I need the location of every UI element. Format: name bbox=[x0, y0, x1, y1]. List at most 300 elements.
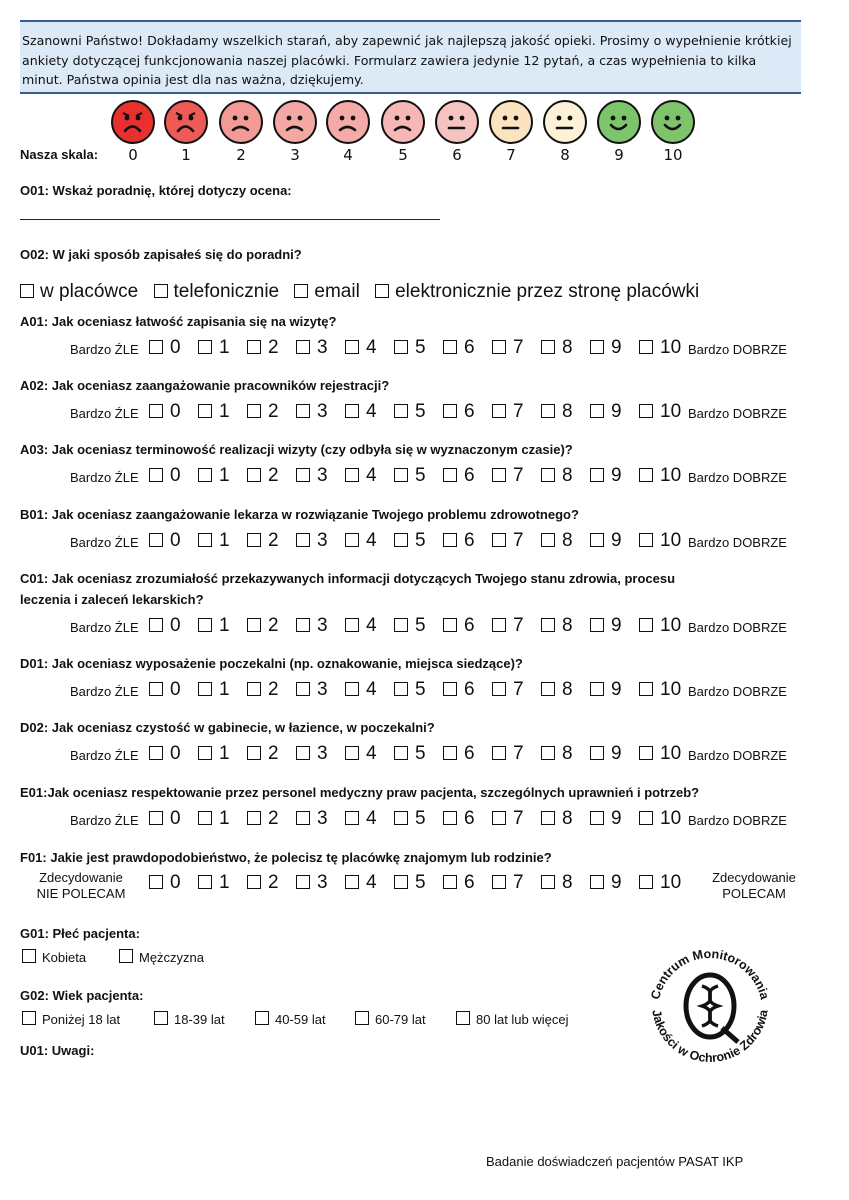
rating-option[interactable] bbox=[639, 872, 681, 894]
age-option[interactable]: Poniżej 18 lat bbox=[22, 1011, 120, 1027]
intro-text: Szanowni Państwo! Dokładamy wszelkich starań, aby zapewnić jak najlepszą jakość opieki. Prosimy o wypełnienie krótkiej ankiety dotyczącej funkcjonowania naszej placówki. Formularz zawiera jedynie 12 pytań, a czas wypełnienia to kilka minut. Państwa opinia jest dla nas ważna, dziękujemy. bbox=[22, 33, 792, 87]
rating-option[interactable] bbox=[198, 872, 230, 894]
rating-option[interactable] bbox=[541, 465, 573, 487]
scale-low-label: Bardzo ŹLE bbox=[70, 342, 139, 357]
checkbox[interactable] bbox=[22, 1011, 36, 1025]
checkbox[interactable] bbox=[149, 682, 163, 696]
rating-value: 3 bbox=[317, 337, 328, 358]
checkbox[interactable] bbox=[443, 468, 457, 482]
checkbox[interactable] bbox=[639, 533, 653, 547]
checkbox[interactable] bbox=[345, 682, 359, 696]
checkbox[interactable] bbox=[198, 468, 212, 482]
rating-option[interactable] bbox=[639, 808, 681, 830]
rating-option[interactable] bbox=[443, 615, 475, 637]
checkbox[interactable] bbox=[296, 682, 310, 696]
rating-option[interactable] bbox=[198, 808, 230, 830]
rating-option[interactable] bbox=[590, 743, 622, 765]
rating-option[interactable] bbox=[443, 743, 475, 765]
checkbox[interactable] bbox=[394, 404, 408, 418]
rating-value: 4 bbox=[366, 808, 377, 829]
checkbox[interactable] bbox=[541, 875, 555, 889]
checkbox[interactable] bbox=[247, 404, 261, 418]
rating-value: 1 bbox=[219, 872, 230, 893]
rating-option[interactable] bbox=[149, 615, 181, 637]
rating-option[interactable] bbox=[149, 465, 181, 487]
checkbox[interactable] bbox=[492, 682, 506, 696]
rating-option[interactable] bbox=[590, 615, 622, 637]
gender-option-male[interactable]: Mężczyzna bbox=[119, 949, 204, 965]
rating-row-a03 bbox=[0, 465, 849, 487]
checkbox[interactable] bbox=[296, 533, 310, 547]
rating-option[interactable] bbox=[247, 401, 279, 423]
scale-number: 4 bbox=[343, 146, 353, 164]
checkbox[interactable] bbox=[639, 811, 653, 825]
scale-low-label: Bardzo ŹLE bbox=[70, 813, 139, 828]
checkbox[interactable] bbox=[345, 618, 359, 632]
rating-option[interactable] bbox=[590, 465, 622, 487]
checkbox[interactable] bbox=[541, 811, 555, 825]
checkbox[interactable] bbox=[639, 340, 653, 354]
rating-option[interactable] bbox=[541, 615, 573, 637]
checkbox[interactable] bbox=[639, 746, 653, 760]
rating-row-c01 bbox=[0, 615, 849, 637]
clinic-answer-line[interactable] bbox=[20, 219, 440, 220]
checkbox[interactable] bbox=[149, 404, 163, 418]
checkbox[interactable] bbox=[345, 875, 359, 889]
scale-low-label: Bardzo ŹLE bbox=[70, 620, 139, 635]
rating-value: 1 bbox=[219, 615, 230, 636]
rating-option[interactable] bbox=[639, 679, 681, 701]
scale-low-label: Bardzo ŹLE bbox=[70, 748, 139, 763]
rating-value: 1 bbox=[219, 401, 230, 422]
rating-option[interactable] bbox=[590, 337, 622, 359]
checkbox[interactable] bbox=[296, 404, 310, 418]
checkbox[interactable] bbox=[492, 468, 506, 482]
checkbox[interactable] bbox=[492, 875, 506, 889]
age-option[interactable]: 80 lat lub więcej bbox=[456, 1011, 569, 1027]
rating-value: 9 bbox=[611, 808, 622, 829]
rating-option[interactable] bbox=[443, 872, 475, 894]
rating-option[interactable] bbox=[492, 530, 524, 552]
checkbox[interactable] bbox=[492, 618, 506, 632]
rating-value: 0 bbox=[170, 465, 181, 486]
rating-option[interactable] bbox=[639, 743, 681, 765]
question-a01: A01: Jak oceniasz łatwość zapisania się na wizytę? bbox=[20, 314, 337, 329]
checkbox[interactable] bbox=[20, 284, 34, 298]
checkbox[interactable] bbox=[394, 811, 408, 825]
rating-option[interactable] bbox=[296, 743, 328, 765]
rating-option[interactable] bbox=[492, 808, 524, 830]
rating-option[interactable] bbox=[247, 679, 279, 701]
checkbox[interactable] bbox=[590, 468, 604, 482]
rating-option[interactable] bbox=[541, 530, 573, 552]
checkbox[interactable] bbox=[149, 811, 163, 825]
rating-option[interactable] bbox=[492, 679, 524, 701]
checkbox[interactable] bbox=[255, 1011, 269, 1025]
checkbox[interactable] bbox=[639, 618, 653, 632]
checkbox[interactable] bbox=[443, 811, 457, 825]
rating-option[interactable] bbox=[198, 530, 230, 552]
checkbox[interactable] bbox=[198, 533, 212, 547]
rating-option[interactable] bbox=[198, 679, 230, 701]
checkbox[interactable] bbox=[590, 746, 604, 760]
checkbox[interactable] bbox=[247, 533, 261, 547]
checkbox[interactable] bbox=[198, 404, 212, 418]
rating-option[interactable] bbox=[345, 530, 377, 552]
checkbox[interactable] bbox=[247, 340, 261, 354]
rating-option[interactable] bbox=[296, 615, 328, 637]
rating-value: 7 bbox=[513, 615, 524, 636]
rating-option[interactable] bbox=[443, 808, 475, 830]
rating-value: 10 bbox=[660, 401, 682, 422]
rating-value: 5 bbox=[415, 465, 426, 486]
rating-value: 7 bbox=[513, 465, 524, 486]
rating-option[interactable] bbox=[541, 808, 573, 830]
checkbox[interactable] bbox=[198, 875, 212, 889]
rating-value: 5 bbox=[415, 679, 426, 700]
rating-value: 4 bbox=[366, 679, 377, 700]
rating-option[interactable] bbox=[492, 337, 524, 359]
checkbox[interactable] bbox=[296, 340, 310, 354]
checkbox[interactable] bbox=[345, 468, 359, 482]
rating-value: 4 bbox=[366, 872, 377, 893]
checkbox[interactable] bbox=[639, 468, 653, 482]
checkbox[interactable] bbox=[443, 682, 457, 696]
checkbox[interactable] bbox=[296, 618, 310, 632]
checkbox[interactable] bbox=[443, 875, 457, 889]
rating-value: 1 bbox=[219, 465, 230, 486]
checkbox[interactable] bbox=[541, 468, 555, 482]
checkbox[interactable] bbox=[345, 340, 359, 354]
rating-value: 3 bbox=[317, 530, 328, 551]
rating-option[interactable] bbox=[590, 679, 622, 701]
checkbox[interactable] bbox=[345, 533, 359, 547]
rating-option[interactable] bbox=[639, 337, 681, 359]
rating-option[interactable] bbox=[149, 401, 181, 423]
rating-value: 3 bbox=[317, 872, 328, 893]
rating-option[interactable] bbox=[149, 337, 181, 359]
rating-option[interactable] bbox=[590, 530, 622, 552]
checkbox[interactable] bbox=[394, 468, 408, 482]
logo-bottom-text: Jakości w Ochronie Zdrowia bbox=[649, 1008, 771, 1066]
rating-option[interactable] bbox=[492, 465, 524, 487]
checkbox[interactable] bbox=[296, 811, 310, 825]
rating-option[interactable] bbox=[639, 465, 681, 487]
rating-value: 5 bbox=[415, 743, 426, 764]
checkbox[interactable] bbox=[198, 618, 212, 632]
rating-option[interactable] bbox=[247, 808, 279, 830]
checkbox[interactable] bbox=[345, 746, 359, 760]
rating-option[interactable] bbox=[149, 808, 181, 830]
rating-option[interactable] bbox=[394, 872, 426, 894]
o02-option[interactable]: telefonicznie bbox=[154, 281, 280, 302]
rating-option[interactable] bbox=[639, 401, 681, 423]
rating-option[interactable] bbox=[394, 530, 426, 552]
rating-value: 3 bbox=[317, 401, 328, 422]
checkbox[interactable] bbox=[443, 404, 457, 418]
question-g01: G01: Płeć pacjenta: bbox=[20, 926, 140, 941]
rating-option[interactable] bbox=[639, 615, 681, 637]
rating-option[interactable] bbox=[492, 872, 524, 894]
checkbox[interactable] bbox=[198, 340, 212, 354]
rating-option[interactable] bbox=[149, 743, 181, 765]
rating-option[interactable] bbox=[639, 530, 681, 552]
checkbox[interactable] bbox=[296, 746, 310, 760]
checkbox[interactable] bbox=[394, 746, 408, 760]
checkbox[interactable] bbox=[590, 682, 604, 696]
question-c01: C01: Jak oceniasz zrozumiałość przekazywanych informacji dotyczących Twojego stanu zdrowia, procesu bbox=[20, 571, 676, 586]
o02-option[interactable]: email bbox=[294, 281, 359, 302]
rating-value: 6 bbox=[464, 337, 475, 358]
checkbox[interactable] bbox=[247, 682, 261, 696]
rating-option[interactable] bbox=[198, 401, 230, 423]
rating-option[interactable] bbox=[443, 530, 475, 552]
checkbox[interactable] bbox=[296, 468, 310, 482]
rating-value: 6 bbox=[464, 743, 475, 764]
logo-ring bbox=[686, 975, 734, 1037]
checkbox[interactable] bbox=[345, 404, 359, 418]
rating-option[interactable] bbox=[296, 401, 328, 423]
checkbox[interactable] bbox=[294, 284, 308, 298]
rating-value: 8 bbox=[562, 743, 573, 764]
checkbox[interactable] bbox=[154, 1011, 168, 1025]
checkbox[interactable] bbox=[492, 340, 506, 354]
checkbox[interactable] bbox=[590, 533, 604, 547]
checkbox[interactable] bbox=[198, 682, 212, 696]
rating-value: 0 bbox=[170, 872, 181, 893]
rating-option[interactable] bbox=[345, 401, 377, 423]
rating-option[interactable] bbox=[492, 401, 524, 423]
rating-value: 5 bbox=[415, 401, 426, 422]
checkbox[interactable] bbox=[590, 340, 604, 354]
checkbox[interactable] bbox=[443, 533, 457, 547]
rating-option[interactable] bbox=[541, 743, 573, 765]
gender-option-female[interactable]: Kobieta bbox=[22, 949, 86, 965]
checkbox[interactable] bbox=[492, 404, 506, 418]
checkbox[interactable] bbox=[443, 746, 457, 760]
rating-option[interactable] bbox=[443, 465, 475, 487]
o02-option[interactable]: elektronicznie przez stronę placówki bbox=[375, 281, 699, 302]
rating-option[interactable] bbox=[296, 808, 328, 830]
rating-option[interactable] bbox=[394, 615, 426, 637]
rating-option[interactable] bbox=[247, 465, 279, 487]
rating-option[interactable] bbox=[149, 872, 181, 894]
rating-option[interactable] bbox=[590, 872, 622, 894]
scale-number: 8 bbox=[560, 146, 570, 164]
checkbox[interactable] bbox=[375, 284, 389, 298]
checkbox[interactable] bbox=[149, 875, 163, 889]
rating-option[interactable] bbox=[296, 337, 328, 359]
rating-value: 6 bbox=[464, 615, 475, 636]
rating-value: 0 bbox=[170, 808, 181, 829]
checkbox[interactable] bbox=[590, 404, 604, 418]
rating-value: 2 bbox=[268, 808, 279, 829]
rating-option[interactable] bbox=[443, 337, 475, 359]
checkbox[interactable] bbox=[247, 746, 261, 760]
mood-face-icon bbox=[111, 100, 155, 144]
checkbox[interactable] bbox=[149, 468, 163, 482]
rating-value: 3 bbox=[317, 808, 328, 829]
checkbox[interactable] bbox=[198, 746, 212, 760]
checkbox[interactable] bbox=[119, 949, 133, 963]
rating-value: 2 bbox=[268, 679, 279, 700]
rating-option[interactable] bbox=[394, 808, 426, 830]
cmjoz-logo-svg bbox=[640, 938, 780, 1078]
age-option[interactable]: 18-39 lat bbox=[154, 1011, 225, 1027]
checkbox[interactable] bbox=[492, 533, 506, 547]
checkbox[interactable] bbox=[443, 340, 457, 354]
rating-option[interactable] bbox=[443, 679, 475, 701]
rating-option[interactable] bbox=[247, 530, 279, 552]
rating-option[interactable] bbox=[345, 679, 377, 701]
scale-high-label: Bardzo DOBRZE bbox=[688, 684, 787, 699]
checkbox[interactable] bbox=[22, 949, 36, 963]
checkbox[interactable] bbox=[394, 682, 408, 696]
checkbox[interactable] bbox=[394, 875, 408, 889]
checkbox[interactable] bbox=[639, 404, 653, 418]
rating-option[interactable] bbox=[345, 872, 377, 894]
rating-option[interactable] bbox=[198, 337, 230, 359]
mood-face-icon bbox=[273, 100, 317, 144]
question-d01: D01: Jak oceniasz wyposażenie poczekalni (np. oznakowanie, miejsca siedzące)? bbox=[20, 656, 523, 671]
checkbox[interactable] bbox=[492, 746, 506, 760]
rating-value: 2 bbox=[268, 401, 279, 422]
rating-option[interactable] bbox=[149, 679, 181, 701]
checkbox[interactable] bbox=[394, 340, 408, 354]
checkbox[interactable] bbox=[149, 618, 163, 632]
checkbox[interactable] bbox=[345, 811, 359, 825]
rating-option[interactable] bbox=[198, 465, 230, 487]
rating-option[interactable] bbox=[296, 530, 328, 552]
rating-option[interactable] bbox=[492, 615, 524, 637]
checkbox[interactable] bbox=[590, 618, 604, 632]
checkbox[interactable] bbox=[149, 746, 163, 760]
checkbox[interactable] bbox=[639, 682, 653, 696]
checkbox[interactable] bbox=[541, 682, 555, 696]
rating-option[interactable] bbox=[247, 337, 279, 359]
rating-option[interactable] bbox=[590, 808, 622, 830]
checkbox[interactable] bbox=[541, 533, 555, 547]
rating-option[interactable] bbox=[345, 337, 377, 359]
rating-option[interactable] bbox=[345, 465, 377, 487]
checkbox[interactable] bbox=[247, 618, 261, 632]
rating-value: 0 bbox=[170, 679, 181, 700]
rating-option[interactable] bbox=[394, 465, 426, 487]
rating-option[interactable] bbox=[590, 401, 622, 423]
rating-option[interactable] bbox=[345, 615, 377, 637]
checkbox[interactable] bbox=[541, 404, 555, 418]
rating-value: 9 bbox=[611, 530, 622, 551]
rating-value: 10 bbox=[660, 743, 682, 764]
rating-option[interactable] bbox=[296, 465, 328, 487]
rating-value: 2 bbox=[268, 872, 279, 893]
rating-value: 9 bbox=[611, 615, 622, 636]
checkbox[interactable] bbox=[492, 811, 506, 825]
age-option[interactable]: 60-79 lat bbox=[355, 1011, 426, 1027]
checkbox[interactable] bbox=[198, 811, 212, 825]
rating-value: 10 bbox=[660, 337, 682, 358]
rating-value: 10 bbox=[660, 808, 682, 829]
rating-option[interactable] bbox=[296, 679, 328, 701]
checkbox[interactable] bbox=[456, 1011, 470, 1025]
scale-number: 7 bbox=[506, 146, 516, 164]
rating-value: 7 bbox=[513, 808, 524, 829]
checkbox[interactable] bbox=[394, 618, 408, 632]
mood-face-icon bbox=[597, 100, 641, 144]
checkbox[interactable] bbox=[639, 875, 653, 889]
checkbox[interactable] bbox=[590, 811, 604, 825]
question-a02: A02: Jak oceniasz zaangażowanie pracowników rejestracji? bbox=[20, 378, 390, 393]
checkbox[interactable] bbox=[541, 746, 555, 760]
rating-option[interactable] bbox=[198, 615, 230, 637]
rating-value: 8 bbox=[562, 679, 573, 700]
scale-number: 6 bbox=[452, 146, 462, 164]
checkbox[interactable] bbox=[296, 875, 310, 889]
mood-face-icon bbox=[219, 100, 263, 144]
rating-option[interactable] bbox=[541, 872, 573, 894]
checkbox[interactable] bbox=[443, 618, 457, 632]
rating-value: 1 bbox=[219, 808, 230, 829]
checkbox[interactable] bbox=[541, 618, 555, 632]
rating-option[interactable] bbox=[541, 401, 573, 423]
rating-option[interactable] bbox=[394, 743, 426, 765]
rating-option[interactable] bbox=[198, 743, 230, 765]
rating-value: 3 bbox=[317, 679, 328, 700]
rating-option[interactable] bbox=[345, 743, 377, 765]
rating-option[interactable] bbox=[492, 743, 524, 765]
checkbox[interactable] bbox=[154, 284, 168, 298]
rating-option[interactable] bbox=[394, 401, 426, 423]
rating-value: 8 bbox=[562, 530, 573, 551]
rating-option[interactable] bbox=[247, 872, 279, 894]
checkbox[interactable] bbox=[355, 1011, 369, 1025]
question-c01-cont: leczenia i zaleceń lekarskich? bbox=[20, 592, 204, 607]
rating-option[interactable] bbox=[541, 337, 573, 359]
rating-value: 4 bbox=[366, 615, 377, 636]
age-option[interactable]: 40-59 lat bbox=[255, 1011, 326, 1027]
checkbox[interactable] bbox=[247, 811, 261, 825]
rating-value: 2 bbox=[268, 615, 279, 636]
rating-option[interactable] bbox=[541, 679, 573, 701]
rating-value: 6 bbox=[464, 465, 475, 486]
checkbox[interactable] bbox=[394, 533, 408, 547]
rating-value: 1 bbox=[219, 337, 230, 358]
o02-option[interactable]: w placówce bbox=[20, 281, 138, 302]
rating-option[interactable] bbox=[247, 615, 279, 637]
scale-number: 3 bbox=[290, 146, 300, 164]
checkbox[interactable] bbox=[247, 875, 261, 889]
rating-value: 2 bbox=[268, 743, 279, 764]
rating-option[interactable] bbox=[149, 530, 181, 552]
rating-row-a01 bbox=[0, 337, 849, 359]
rating-option[interactable] bbox=[394, 337, 426, 359]
checkbox[interactable] bbox=[247, 468, 261, 482]
checkbox[interactable] bbox=[541, 340, 555, 354]
rating-value: 2 bbox=[268, 465, 279, 486]
checkbox[interactable] bbox=[149, 340, 163, 354]
rating-option[interactable] bbox=[443, 401, 475, 423]
cmjoz-logo bbox=[640, 938, 780, 1078]
checkbox[interactable] bbox=[590, 875, 604, 889]
rating-option[interactable] bbox=[296, 872, 328, 894]
rating-option[interactable] bbox=[394, 679, 426, 701]
rating-option[interactable] bbox=[247, 743, 279, 765]
rating-option[interactable] bbox=[345, 808, 377, 830]
rating-value: 4 bbox=[366, 530, 377, 551]
checkbox[interactable] bbox=[149, 533, 163, 547]
scale-number: 10 bbox=[663, 146, 683, 164]
rating-row-a02 bbox=[0, 401, 849, 423]
